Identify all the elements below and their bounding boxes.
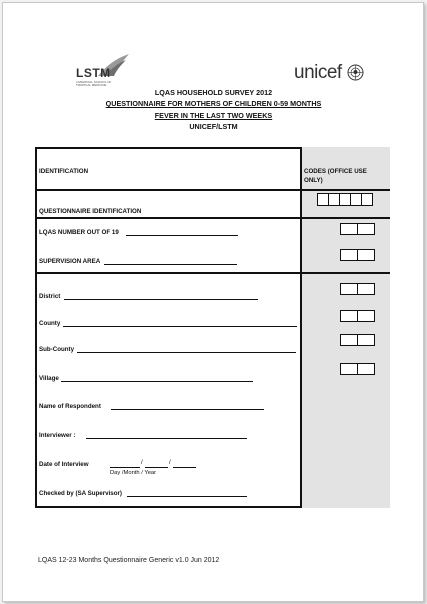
sub-county-code-box[interactable]: [357, 334, 375, 346]
interview-year-field[interactable]: [173, 467, 196, 468]
organization-line: UNICEF/LSTM: [189, 122, 238, 131]
village-code-box[interactable]: [357, 363, 375, 375]
identification-heading: IDENTIFICATION: [39, 168, 89, 175]
village-code-box[interactable]: [340, 363, 358, 375]
district-code-box[interactable]: [357, 283, 375, 295]
questionnaire-id-code-boxes[interactable]: [318, 193, 373, 206]
lqas-number-field[interactable]: [126, 235, 238, 236]
form-divider: [35, 217, 390, 219]
form-divider: [35, 272, 390, 274]
supervision-area-label: SUPERVISION AREA: [39, 258, 101, 265]
lqas-number-code-box[interactable]: [340, 223, 358, 235]
interviewer-label: Interviewer :: [39, 432, 76, 439]
lqas-number-label: LQAS NUMBER OUT OF 19: [39, 229, 119, 236]
county-label: County: [39, 320, 61, 327]
questionnaire-title: QUESTIONNAIRE FOR MOTHERS OF CHILDREN 0-59 MONTHS: [105, 99, 322, 108]
supervision-area-field[interactable]: [104, 264, 237, 265]
lstm-logo-subtext: LIVERPOOL SCHOOL OF TROPICAL MEDICINE: [76, 80, 112, 87]
lstm-logo-text: LSTM: [76, 66, 111, 80]
date-of-interview-label: Date of Interview: [39, 461, 89, 468]
checked-by-field[interactable]: [127, 496, 247, 497]
sub-county-code-box[interactable]: [340, 334, 358, 346]
respondent-field[interactable]: [111, 409, 264, 410]
questionnaire-subtitle: FEVER IN THE LAST TWO WEEKS: [154, 111, 273, 120]
form-divider: [35, 189, 390, 191]
village-label: Village: [39, 375, 59, 382]
respondent-label: Name of Respondent: [39, 403, 101, 410]
county-field[interactable]: [63, 326, 297, 327]
lqas-number-code-box[interactable]: [357, 223, 375, 235]
codes-heading: CODES (OFFICE USE ONLY): [304, 168, 367, 184]
lstm-logo: [76, 52, 132, 92]
unicef-logo-text: unicef: [294, 62, 342, 83]
date-format-hint: Day /Month / Year: [110, 470, 157, 476]
district-code-box[interactable]: [340, 283, 358, 295]
unicef-globe-icon: [347, 64, 364, 81]
survey-title: LQAS HOUSEHOLD SURVEY 2012: [154, 88, 273, 97]
date-separator: /: [169, 459, 171, 466]
date-separator: /: [141, 459, 143, 466]
questionnaire-id-label: QUESTIONNAIRE IDENTIFICATION: [39, 208, 142, 215]
county-code-box[interactable]: [340, 310, 358, 322]
sub-county-label: Sub-County: [39, 346, 75, 353]
interview-month-field[interactable]: [145, 467, 168, 468]
district-label: District: [39, 293, 61, 300]
supervision-area-code-box[interactable]: [357, 249, 375, 261]
interviewer-field[interactable]: [86, 438, 247, 439]
interview-day-field[interactable]: [110, 467, 140, 468]
checked-by-label: Checked by (SA Supervisor): [39, 490, 122, 497]
county-code-box[interactable]: [357, 310, 375, 322]
sub-county-field[interactable]: [77, 352, 296, 353]
village-field[interactable]: [61, 381, 253, 382]
district-field[interactable]: [64, 299, 258, 300]
document-footer: LQAS 12-23 Months Questionnaire Generic v1.0 Jun 2012: [38, 557, 220, 564]
supervision-area-code-box[interactable]: [340, 249, 358, 261]
